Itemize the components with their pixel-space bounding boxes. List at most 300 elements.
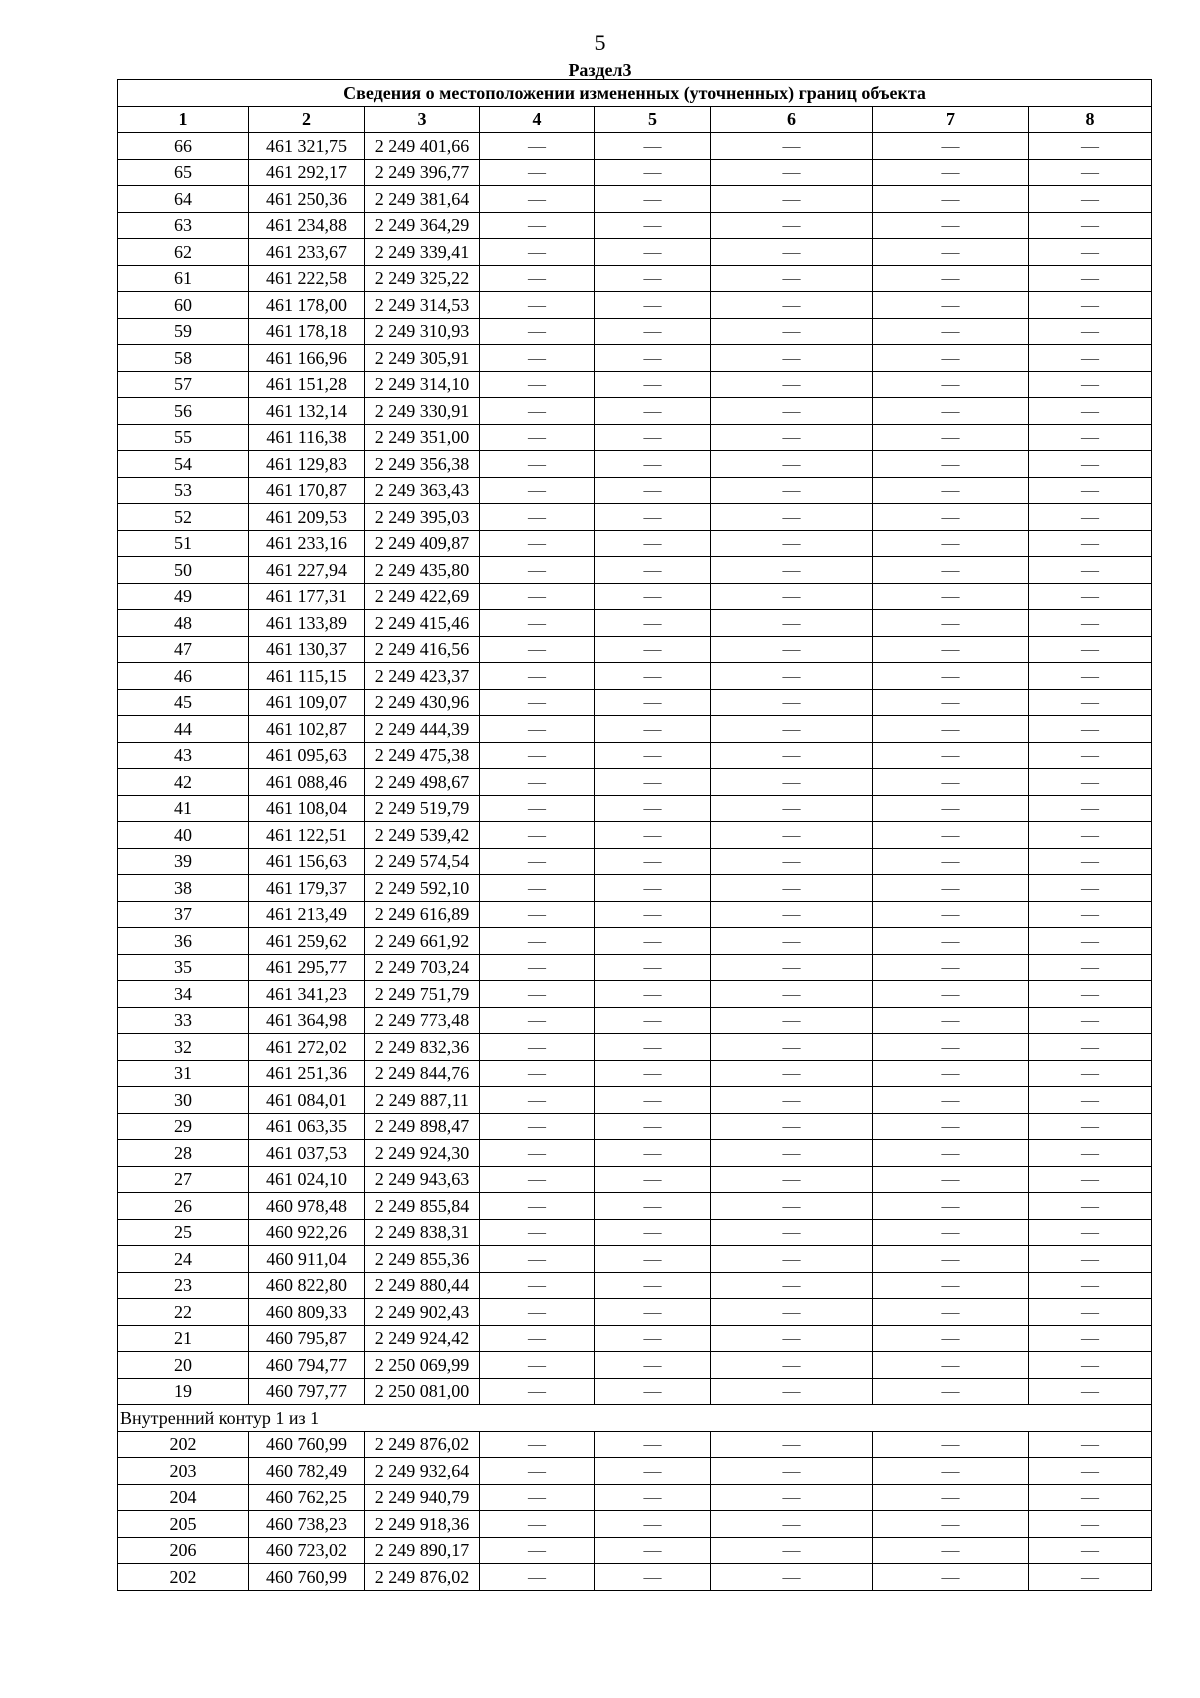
- empty-value-cell: —: [873, 928, 1029, 955]
- empty-value-cell: —: [1029, 1060, 1152, 1087]
- empty-value-cell: —: [873, 186, 1029, 213]
- x-coordinate-cell: 461 024,10: [249, 1166, 365, 1193]
- empty-value-cell: —: [595, 1352, 711, 1379]
- empty-value-cell: —: [595, 1219, 711, 1246]
- empty-value-cell: —: [873, 212, 1029, 239]
- y-coordinate-cell: 2 249 592,10: [365, 875, 480, 902]
- point-number-cell: 35: [118, 954, 249, 981]
- y-coordinate-cell: 2 249 924,30: [365, 1140, 480, 1167]
- table-row: [118, 636, 1152, 663]
- y-coordinate-cell: 2 249 918,36: [365, 1511, 480, 1538]
- table-row: [118, 159, 1152, 186]
- x-coordinate-cell: 461 272,02: [249, 1034, 365, 1061]
- x-coordinate-cell: 460 738,23: [249, 1511, 365, 1538]
- x-coordinate-cell: 461 251,36: [249, 1060, 365, 1087]
- y-coordinate-cell: 2 249 890,17: [365, 1537, 480, 1564]
- x-coordinate-cell: 461 133,89: [249, 610, 365, 637]
- y-coordinate-cell: 2 249 924,42: [365, 1325, 480, 1352]
- table-row: [118, 716, 1152, 743]
- empty-value-cell: —: [873, 954, 1029, 981]
- table-row: [118, 1219, 1152, 1246]
- empty-value-cell: —: [595, 848, 711, 875]
- column-header: 2: [249, 106, 365, 133]
- x-coordinate-cell: 460 911,04: [249, 1246, 365, 1273]
- y-coordinate-cell: 2 249 314,53: [365, 292, 480, 319]
- x-coordinate-cell: 460 794,77: [249, 1352, 365, 1379]
- empty-value-cell: —: [595, 1193, 711, 1220]
- empty-value-cell: —: [595, 1299, 711, 1326]
- point-number-cell: 42: [118, 769, 249, 796]
- empty-value-cell: —: [873, 901, 1029, 928]
- empty-value-cell: —: [480, 875, 595, 902]
- empty-value-cell: —: [595, 1431, 711, 1458]
- empty-value-cell: —: [595, 212, 711, 239]
- table-row: [118, 1166, 1152, 1193]
- point-number-cell: 61: [118, 265, 249, 292]
- empty-value-cell: —: [873, 1246, 1029, 1273]
- empty-value-cell: —: [1029, 716, 1152, 743]
- empty-value-cell: —: [711, 318, 873, 345]
- table-row: [118, 1299, 1152, 1326]
- empty-value-cell: —: [480, 1325, 595, 1352]
- empty-value-cell: —: [1029, 583, 1152, 610]
- empty-value-cell: —: [480, 1113, 595, 1140]
- column-header: 4: [480, 106, 595, 133]
- x-coordinate-cell: 461 063,35: [249, 1113, 365, 1140]
- point-number-cell: 22: [118, 1299, 249, 1326]
- empty-value-cell: —: [873, 663, 1029, 690]
- point-number-cell: 47: [118, 636, 249, 663]
- empty-value-cell: —: [595, 822, 711, 849]
- empty-value-cell: —: [873, 1007, 1029, 1034]
- y-coordinate-cell: 2 249 314,10: [365, 371, 480, 398]
- empty-value-cell: —: [873, 1564, 1029, 1591]
- x-coordinate-cell: 461 122,51: [249, 822, 365, 849]
- point-number-cell: 39: [118, 848, 249, 875]
- empty-value-cell: —: [873, 371, 1029, 398]
- empty-value-cell: —: [873, 1352, 1029, 1379]
- table-row: [118, 1458, 1152, 1485]
- empty-value-cell: —: [595, 1166, 711, 1193]
- empty-value-cell: —: [711, 186, 873, 213]
- y-coordinate-cell: 2 249 855,36: [365, 1246, 480, 1273]
- y-coordinate-cell: 2 249 435,80: [365, 557, 480, 584]
- empty-value-cell: —: [595, 1325, 711, 1352]
- x-coordinate-cell: 461 234,88: [249, 212, 365, 239]
- point-number-cell: 20: [118, 1352, 249, 1379]
- empty-value-cell: —: [595, 477, 711, 504]
- empty-value-cell: —: [480, 292, 595, 319]
- empty-value-cell: —: [480, 769, 595, 796]
- empty-value-cell: —: [480, 1193, 595, 1220]
- point-number-cell: 64: [118, 186, 249, 213]
- empty-value-cell: —: [480, 1378, 595, 1405]
- empty-value-cell: —: [1029, 239, 1152, 266]
- empty-value-cell: —: [480, 610, 595, 637]
- empty-value-cell: —: [711, 795, 873, 822]
- empty-value-cell: —: [1029, 1113, 1152, 1140]
- inner-contour-section: [118, 1405, 1152, 1432]
- table-row: [118, 1537, 1152, 1564]
- x-coordinate-cell: 460 797,77: [249, 1378, 365, 1405]
- empty-value-cell: —: [595, 663, 711, 690]
- empty-value-cell: —: [873, 636, 1029, 663]
- point-number-cell: 205: [118, 1511, 249, 1538]
- table-row: [118, 1564, 1152, 1591]
- table-row: [118, 1484, 1152, 1511]
- y-coordinate-cell: 2 249 876,02: [365, 1564, 480, 1591]
- table-row: [118, 1060, 1152, 1087]
- empty-value-cell: —: [711, 265, 873, 292]
- empty-value-cell: —: [595, 398, 711, 425]
- y-coordinate-cell: 2 249 932,64: [365, 1458, 480, 1485]
- empty-value-cell: —: [711, 716, 873, 743]
- x-coordinate-cell: 460 762,25: [249, 1484, 365, 1511]
- empty-value-cell: —: [1029, 1087, 1152, 1114]
- empty-value-cell: —: [480, 1140, 595, 1167]
- empty-value-cell: —: [595, 795, 711, 822]
- y-coordinate-cell: 2 249 310,93: [365, 318, 480, 345]
- empty-value-cell: —: [1029, 504, 1152, 531]
- empty-value-cell: —: [480, 1299, 595, 1326]
- point-number-cell: 33: [118, 1007, 249, 1034]
- table-row: [118, 769, 1152, 796]
- x-coordinate-cell: 460 822,80: [249, 1272, 365, 1299]
- empty-value-cell: —: [595, 636, 711, 663]
- table-row: [118, 1352, 1152, 1379]
- empty-value-cell: —: [711, 239, 873, 266]
- point-number-cell: 24: [118, 1246, 249, 1273]
- y-coordinate-cell: 2 249 444,39: [365, 716, 480, 743]
- y-coordinate-cell: 2 249 339,41: [365, 239, 480, 266]
- empty-value-cell: —: [480, 663, 595, 690]
- empty-value-cell: —: [711, 1378, 873, 1405]
- x-coordinate-cell: 461 233,67: [249, 239, 365, 266]
- point-number-cell: 36: [118, 928, 249, 955]
- y-coordinate-cell: 2 249 855,84: [365, 1193, 480, 1220]
- empty-value-cell: —: [1029, 928, 1152, 955]
- empty-value-cell: —: [873, 610, 1029, 637]
- empty-value-cell: —: [595, 424, 711, 451]
- y-coordinate-cell: 2 249 395,03: [365, 504, 480, 531]
- empty-value-cell: —: [480, 451, 595, 478]
- y-coordinate-cell: 2 250 069,99: [365, 1352, 480, 1379]
- point-number-cell: 31: [118, 1060, 249, 1087]
- point-number-cell: 54: [118, 451, 249, 478]
- x-coordinate-cell: 461 179,37: [249, 875, 365, 902]
- point-number-cell: 60: [118, 292, 249, 319]
- empty-value-cell: —: [873, 1458, 1029, 1485]
- empty-value-cell: —: [711, 848, 873, 875]
- empty-value-cell: —: [595, 1484, 711, 1511]
- empty-value-cell: —: [1029, 1140, 1152, 1167]
- empty-value-cell: —: [1029, 212, 1152, 239]
- empty-value-cell: —: [873, 1272, 1029, 1299]
- table-row: [118, 1140, 1152, 1167]
- empty-value-cell: —: [480, 265, 595, 292]
- empty-value-cell: —: [480, 901, 595, 928]
- table-row: [118, 981, 1152, 1008]
- empty-value-cell: —: [711, 901, 873, 928]
- empty-value-cell: —: [711, 822, 873, 849]
- y-coordinate-cell: 2 249 519,79: [365, 795, 480, 822]
- empty-value-cell: —: [1029, 371, 1152, 398]
- empty-value-cell: —: [595, 1564, 711, 1591]
- empty-value-cell: —: [711, 345, 873, 372]
- table-row: [118, 1431, 1152, 1458]
- empty-value-cell: —: [711, 1140, 873, 1167]
- x-coordinate-cell: 461 178,00: [249, 292, 365, 319]
- y-coordinate-cell: 2 249 574,54: [365, 848, 480, 875]
- empty-value-cell: —: [711, 1007, 873, 1034]
- empty-value-cell: —: [711, 371, 873, 398]
- empty-value-cell: —: [595, 292, 711, 319]
- point-number-cell: 29: [118, 1113, 249, 1140]
- table-row: [118, 1007, 1152, 1034]
- table-row: [118, 1511, 1152, 1538]
- table-row: [118, 848, 1152, 875]
- empty-value-cell: —: [873, 1431, 1029, 1458]
- point-number-cell: 65: [118, 159, 249, 186]
- empty-value-cell: —: [711, 1458, 873, 1485]
- empty-value-cell: —: [595, 583, 711, 610]
- empty-value-cell: —: [711, 769, 873, 796]
- point-number-cell: 30: [118, 1087, 249, 1114]
- x-coordinate-cell: 461 295,77: [249, 954, 365, 981]
- empty-value-cell: —: [1029, 822, 1152, 849]
- x-coordinate-cell: 461 088,46: [249, 769, 365, 796]
- table-row: [118, 1193, 1152, 1220]
- empty-value-cell: —: [480, 1458, 595, 1485]
- section-title: Раздел3: [568, 60, 632, 80]
- empty-value-cell: —: [873, 530, 1029, 557]
- empty-value-cell: —: [480, 1219, 595, 1246]
- empty-value-cell: —: [480, 398, 595, 425]
- empty-value-cell: —: [873, 583, 1029, 610]
- empty-value-cell: —: [873, 848, 1029, 875]
- empty-value-cell: —: [595, 1511, 711, 1538]
- empty-value-cell: —: [480, 1484, 595, 1511]
- empty-value-cell: —: [873, 875, 1029, 902]
- y-coordinate-cell: 2 249 381,64: [365, 186, 480, 213]
- empty-value-cell: —: [1029, 981, 1152, 1008]
- point-number-cell: 66: [118, 133, 249, 160]
- empty-value-cell: —: [480, 742, 595, 769]
- empty-value-cell: —: [595, 1007, 711, 1034]
- empty-value-cell: —: [1029, 530, 1152, 557]
- y-coordinate-cell: 2 249 887,11: [365, 1087, 480, 1114]
- y-coordinate-cell: 2 249 364,29: [365, 212, 480, 239]
- empty-value-cell: —: [480, 1034, 595, 1061]
- empty-value-cell: —: [711, 1431, 873, 1458]
- point-number-cell: 58: [118, 345, 249, 372]
- table-caption: Сведения о местоположении измененных (уточненных) границ объекта: [118, 80, 1152, 107]
- empty-value-cell: —: [873, 1299, 1029, 1326]
- empty-value-cell: —: [480, 345, 595, 372]
- empty-value-cell: —: [480, 1007, 595, 1034]
- empty-value-cell: —: [595, 769, 711, 796]
- empty-value-cell: —: [480, 636, 595, 663]
- empty-value-cell: —: [1029, 1325, 1152, 1352]
- point-number-cell: 32: [118, 1034, 249, 1061]
- empty-value-cell: —: [711, 504, 873, 531]
- empty-value-cell: —: [595, 875, 711, 902]
- empty-value-cell: —: [480, 477, 595, 504]
- empty-value-cell: —: [480, 1431, 595, 1458]
- empty-value-cell: —: [480, 1352, 595, 1379]
- x-coordinate-cell: 460 723,02: [249, 1537, 365, 1564]
- x-coordinate-cell: 461 227,94: [249, 557, 365, 584]
- point-number-cell: 53: [118, 477, 249, 504]
- y-coordinate-cell: 2 249 430,96: [365, 689, 480, 716]
- y-coordinate-cell: 2 249 415,46: [365, 610, 480, 637]
- empty-value-cell: —: [873, 822, 1029, 849]
- y-coordinate-cell: 2 250 081,00: [365, 1378, 480, 1405]
- empty-value-cell: —: [595, 689, 711, 716]
- table-row: [118, 504, 1152, 531]
- point-number-cell: 202: [118, 1564, 249, 1591]
- empty-value-cell: —: [1029, 398, 1152, 425]
- y-coordinate-cell: 2 249 661,92: [365, 928, 480, 955]
- empty-value-cell: —: [1029, 557, 1152, 584]
- empty-value-cell: —: [711, 1113, 873, 1140]
- empty-value-cell: —: [1029, 1166, 1152, 1193]
- table-row: [118, 398, 1152, 425]
- y-coordinate-cell: 2 249 943,63: [365, 1166, 480, 1193]
- empty-value-cell: —: [711, 1352, 873, 1379]
- point-number-cell: 203: [118, 1458, 249, 1485]
- table-row: [118, 822, 1152, 849]
- column-header: 1: [118, 106, 249, 133]
- empty-value-cell: —: [595, 1060, 711, 1087]
- empty-value-cell: —: [1029, 451, 1152, 478]
- empty-value-cell: —: [595, 954, 711, 981]
- empty-value-cell: —: [595, 318, 711, 345]
- y-coordinate-cell: 2 249 363,43: [365, 477, 480, 504]
- table-row: [118, 663, 1152, 690]
- empty-value-cell: —: [595, 1537, 711, 1564]
- empty-value-cell: —: [873, 1060, 1029, 1087]
- y-coordinate-cell: 2 249 498,67: [365, 769, 480, 796]
- y-coordinate-cell: 2 249 356,38: [365, 451, 480, 478]
- table-row: [118, 292, 1152, 319]
- empty-value-cell: —: [1029, 1458, 1152, 1485]
- empty-value-cell: —: [1029, 1034, 1152, 1061]
- column-header: 5: [595, 106, 711, 133]
- empty-value-cell: —: [873, 769, 1029, 796]
- empty-value-cell: —: [711, 1219, 873, 1246]
- table-row: [118, 610, 1152, 637]
- table-row: [118, 1325, 1152, 1352]
- table-row: [118, 1113, 1152, 1140]
- empty-value-cell: —: [873, 1378, 1029, 1405]
- empty-value-cell: —: [873, 1325, 1029, 1352]
- point-number-cell: 51: [118, 530, 249, 557]
- y-coordinate-cell: 2 249 876,02: [365, 1431, 480, 1458]
- empty-value-cell: —: [873, 345, 1029, 372]
- y-coordinate-cell: 2 249 898,47: [365, 1113, 480, 1140]
- x-coordinate-cell: 460 795,87: [249, 1325, 365, 1352]
- empty-value-cell: —: [1029, 1272, 1152, 1299]
- y-coordinate-cell: 2 249 351,00: [365, 424, 480, 451]
- point-number-cell: 23: [118, 1272, 249, 1299]
- y-coordinate-cell: 2 249 880,44: [365, 1272, 480, 1299]
- empty-value-cell: —: [873, 742, 1029, 769]
- point-number-cell: 49: [118, 583, 249, 610]
- x-coordinate-cell: 461 156,63: [249, 848, 365, 875]
- empty-value-cell: —: [1029, 1193, 1152, 1220]
- empty-value-cell: —: [480, 186, 595, 213]
- table-row: [118, 265, 1152, 292]
- empty-value-cell: —: [480, 318, 595, 345]
- point-number-cell: 26: [118, 1193, 249, 1220]
- x-coordinate-cell: 461 130,37: [249, 636, 365, 663]
- table-row: [118, 318, 1152, 345]
- empty-value-cell: —: [873, 1219, 1029, 1246]
- table-row: [118, 928, 1152, 955]
- empty-value-cell: —: [711, 1299, 873, 1326]
- empty-value-cell: —: [595, 186, 711, 213]
- empty-value-cell: —: [711, 1511, 873, 1538]
- empty-value-cell: —: [480, 239, 595, 266]
- empty-value-cell: —: [595, 345, 711, 372]
- empty-value-cell: —: [480, 848, 595, 875]
- empty-value-cell: —: [1029, 477, 1152, 504]
- table-row: [118, 1034, 1152, 1061]
- empty-value-cell: —: [480, 716, 595, 743]
- empty-value-cell: —: [595, 716, 711, 743]
- table-row: [118, 1087, 1152, 1114]
- empty-value-cell: —: [480, 822, 595, 849]
- x-coordinate-cell: 461 170,87: [249, 477, 365, 504]
- empty-value-cell: —: [1029, 848, 1152, 875]
- point-number-cell: 40: [118, 822, 249, 849]
- empty-value-cell: —: [480, 424, 595, 451]
- x-coordinate-cell: 461 222,58: [249, 265, 365, 292]
- x-coordinate-cell: 460 760,99: [249, 1431, 365, 1458]
- empty-value-cell: —: [1029, 1007, 1152, 1034]
- y-coordinate-cell: 2 249 616,89: [365, 901, 480, 928]
- y-coordinate-cell: 2 249 832,36: [365, 1034, 480, 1061]
- empty-value-cell: —: [1029, 1219, 1152, 1246]
- empty-value-cell: —: [595, 928, 711, 955]
- empty-value-cell: —: [711, 1484, 873, 1511]
- empty-value-cell: —: [1029, 1431, 1152, 1458]
- inner-contour-label: Внутренний контур 1 из 1: [118, 1405, 1152, 1432]
- empty-value-cell: —: [595, 159, 711, 186]
- empty-value-cell: —: [711, 530, 873, 557]
- empty-value-cell: —: [873, 1034, 1029, 1061]
- empty-value-cell: —: [480, 795, 595, 822]
- empty-value-cell: —: [1029, 1511, 1152, 1538]
- empty-value-cell: —: [1029, 133, 1152, 160]
- empty-value-cell: —: [711, 1166, 873, 1193]
- x-coordinate-cell: 461 166,96: [249, 345, 365, 372]
- x-coordinate-cell: 461 341,23: [249, 981, 365, 1008]
- empty-value-cell: —: [595, 1458, 711, 1485]
- y-coordinate-cell: 2 249 902,43: [365, 1299, 480, 1326]
- table-row: [118, 1246, 1152, 1273]
- y-coordinate-cell: 2 249 539,42: [365, 822, 480, 849]
- table-row: [118, 371, 1152, 398]
- empty-value-cell: —: [595, 1378, 711, 1405]
- empty-value-cell: —: [711, 1325, 873, 1352]
- y-coordinate-cell: 2 249 422,69: [365, 583, 480, 610]
- outer-contour-rows: [118, 133, 1152, 1405]
- empty-value-cell: —: [1029, 265, 1152, 292]
- table-row: [118, 901, 1152, 928]
- point-number-cell: 204: [118, 1484, 249, 1511]
